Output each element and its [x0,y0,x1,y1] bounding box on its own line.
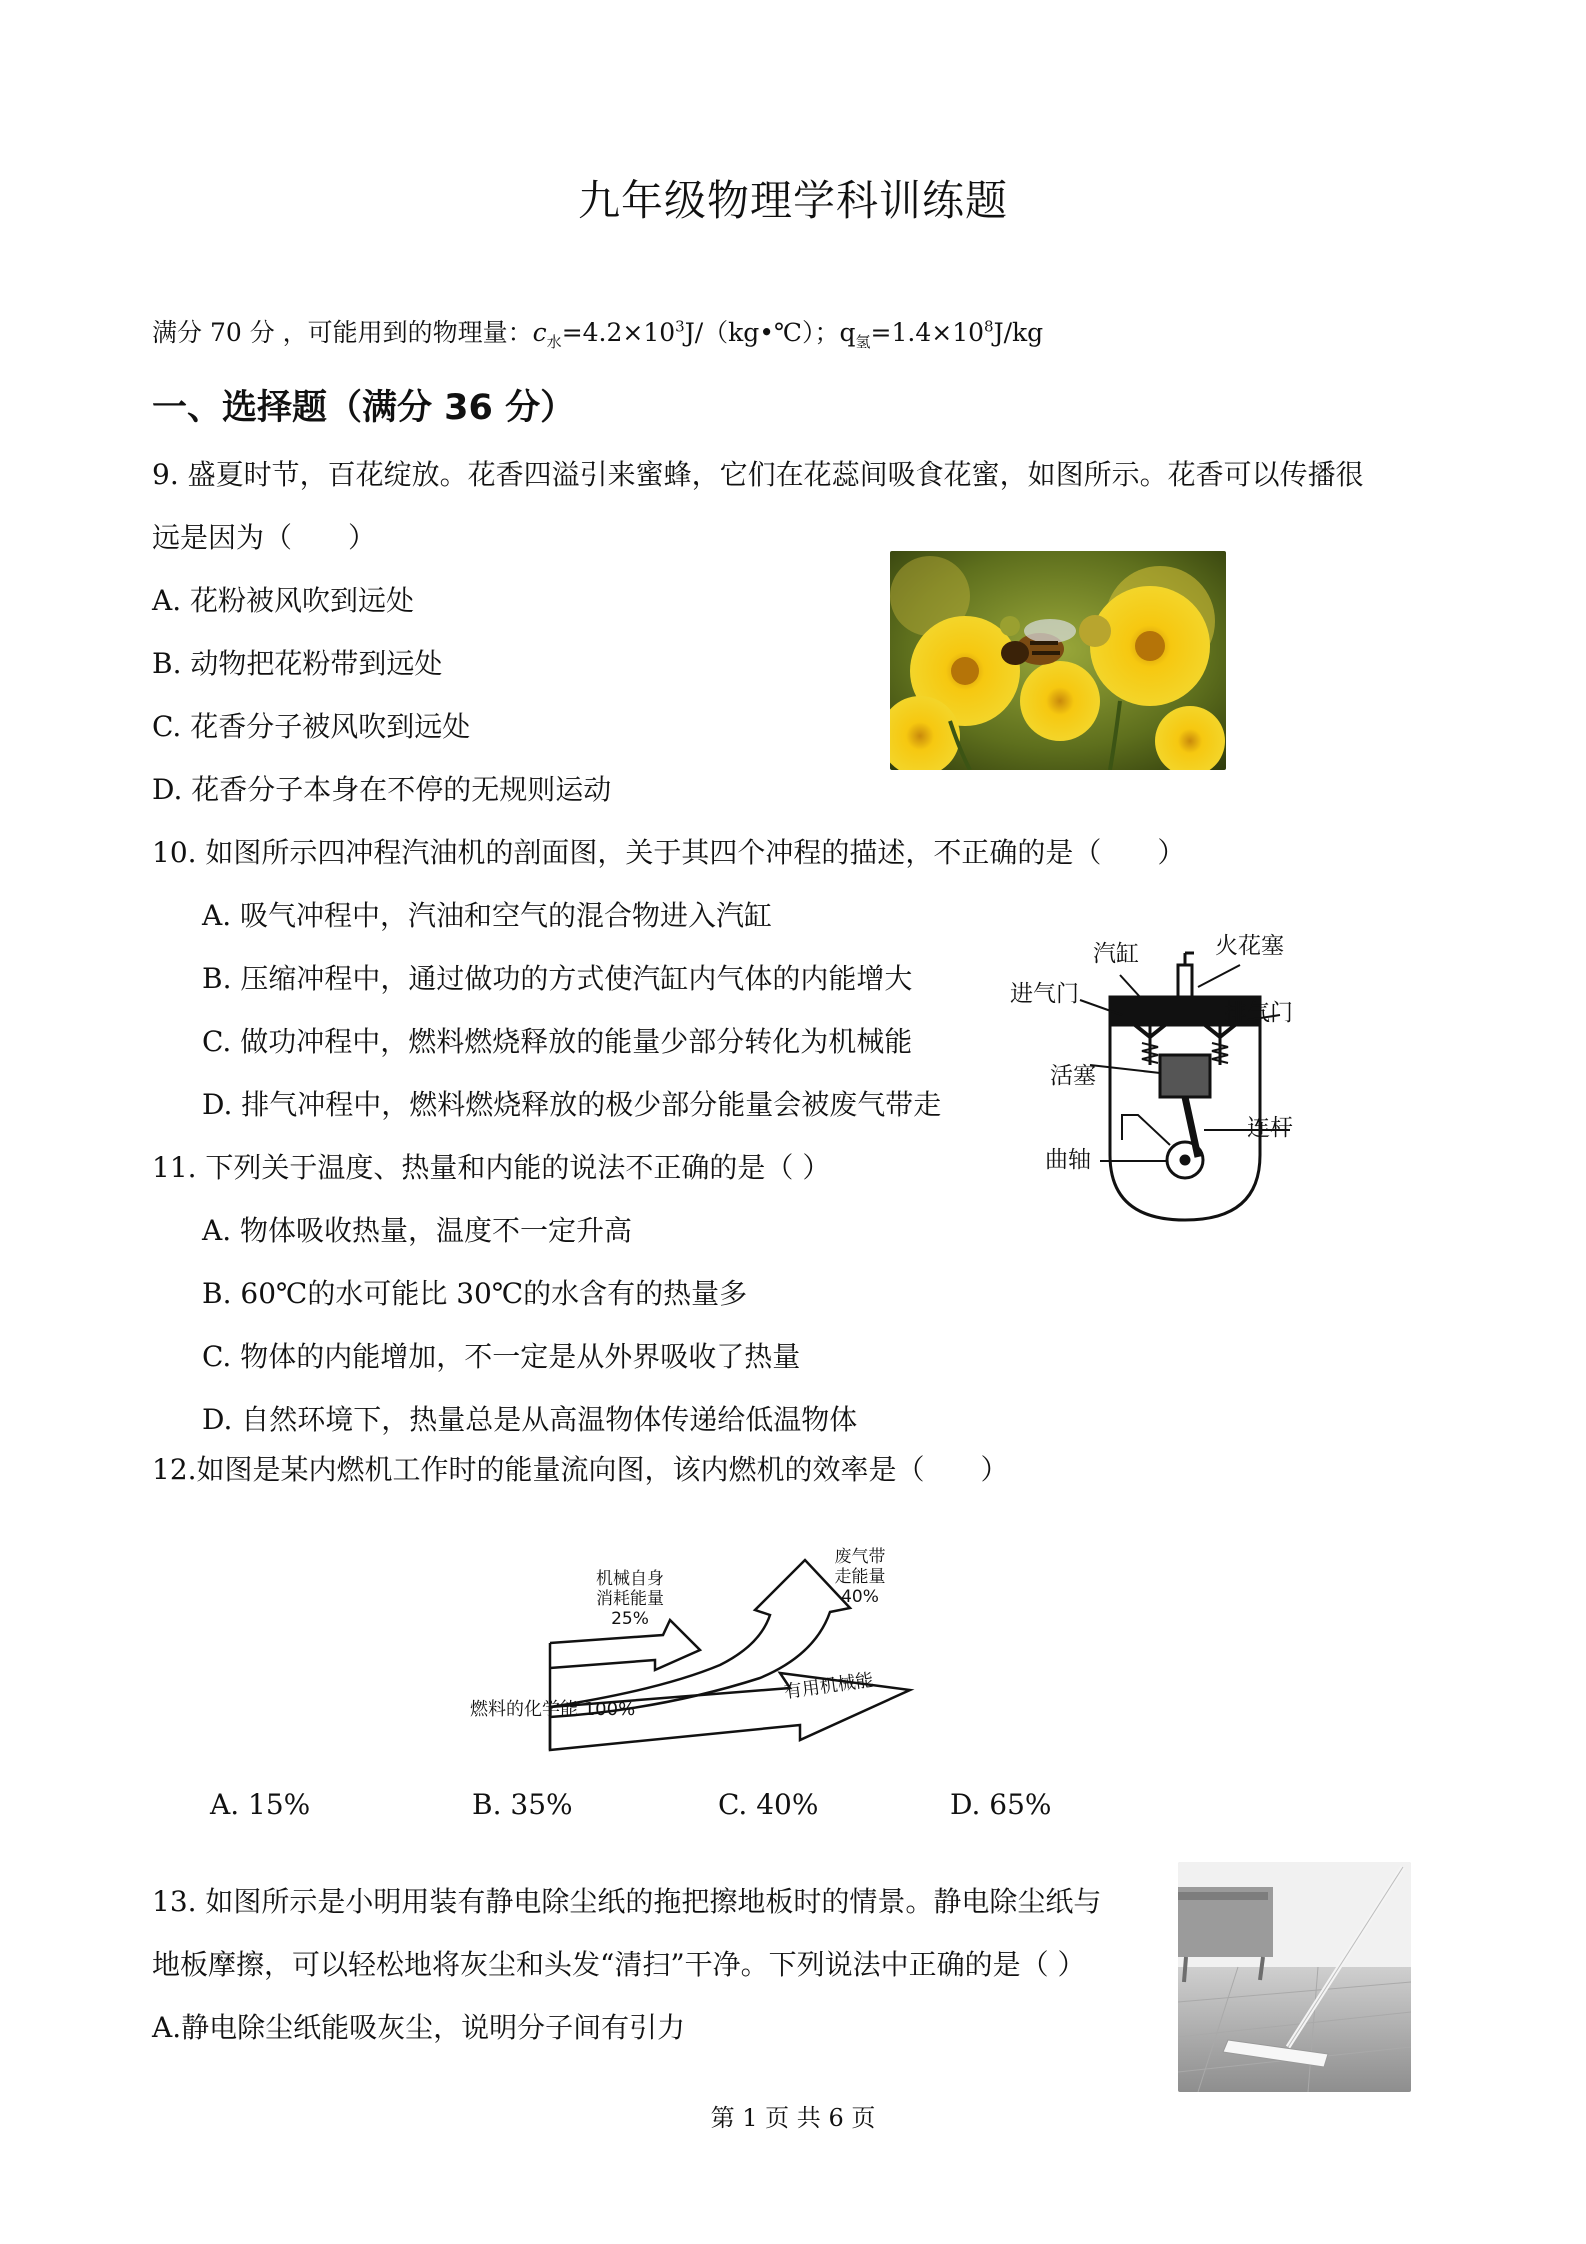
q13-stem-line-2: 地板摩擦，可以轻松地将灰尘和头发“清扫”干净。下列说法中正确的是（ ） [152,1948,1086,1981]
q13-stem-line-1: 13. 如图所示是小明用装有静电除尘纸的拖把擦地板时的情景。静电除尘纸与 [152,1885,1102,1918]
q9-option-a: A. 花粉被风吹到远处 [152,584,415,617]
engine-label-cylinder: 汽缸 [1093,941,1139,967]
flow-mech-loss-line-3: 25% [611,1609,649,1629]
q12-option-c: C. 40% [718,1788,819,1821]
engine-label-exhaust: 排气门 [1224,1000,1293,1026]
q10-option-d: D. 排气冲程中，燃料燃烧释放的极少部分能量会被废气带走 [202,1088,942,1121]
flow-mech-loss-line-1: 机械自身 [596,1569,664,1589]
engine-cross-section-diagram [1010,925,1300,1225]
q10-option-b: B. 压缩冲程中，通过做功的方式使汽缸内气体的内能增大 [202,962,913,995]
q11-option-b: B. 60℃的水可能比 30℃的水含有的热量多 [202,1277,748,1310]
c-exponent: 3 [675,317,685,336]
energy-flow-diagram [460,1540,930,1760]
page-number: 第 1 页 共 6 页 [710,2104,876,2132]
flow-mech-loss-line-2: 消耗能量 [596,1589,664,1609]
q12-option-d: D. 65% [950,1788,1052,1821]
q-symbol: q [839,318,856,347]
c-unit: J/（kg•℃）； [684,318,840,347]
engine-label-piston: 活塞 [1050,1063,1096,1089]
q12-stem: 12.如图是某内燃机工作时的能量流向图，该内燃机的效率是（ ） [152,1453,1009,1486]
q-unit: J/kg [993,318,1044,347]
mop-photo [1178,1862,1411,2092]
engine-label-rod: 连杆 [1247,1115,1293,1141]
flow-exhaust-line-3: 40% [841,1587,879,1607]
bee-flower-photo [890,551,1226,770]
q9-option-d: D. 花香分子本身在不停的无规则运动 [152,773,612,806]
q10-stem: 10. 如图所示四冲程汽油机的剖面图，关于其四个冲程的描述，不正确的是（ ） [152,836,1186,869]
section-heading: 一、选择题（满分 36 分） [152,388,576,428]
q-exponent: 8 [984,317,994,336]
page-title: 九年级物理学科训练题 [577,176,1008,225]
flow-exhaust-line-1: 废气带 [834,1547,886,1567]
flow-input-label: 燃料的化学能 100% [470,1699,636,1720]
q-value: =1.4×10 [870,318,985,347]
q9-option-c: C. 花香分子被风吹到远处 [152,710,471,743]
q-subscript: 氢 [855,333,871,351]
constants-prefix: 满分 70 分 ，可能用到的物理量： [152,318,533,347]
c-symbol: c [532,318,547,347]
q9-stem-line-1: 9. 盛夏时节，百花绽放。花香四溢引来蜜蜂，它们在花蕊间吸食花蜜，如图所示。花香可以传播很 [152,458,1364,491]
q12-option-a: A. 15% [210,1788,311,1821]
flow-exhaust-line-2: 走能量 [834,1567,886,1587]
engine-label-crank: 曲轴 [1045,1147,1091,1173]
constants-line [152,313,1043,349]
q9-option-b: B. 动物把花粉带到远处 [152,647,443,680]
q10-option-c: C. 做功冲程中，燃料燃烧释放的能量少部分转化为机械能 [202,1025,913,1058]
c-subscript: 水 [546,333,562,351]
q11-option-d: D. 自然环境下，热量总是从高温物体传递给低温物体 [202,1403,858,1436]
q13-option-a: A.静电除尘纸能吸灰尘，说明分子间有引力 [152,2011,686,2044]
engine-label-intake: 进气门 [1010,981,1079,1007]
q11-stem: 11. 下列关于温度、热量和内能的说法不正确的是（ ） [152,1151,831,1184]
flow-useful-label: 有用机械能 [782,1669,875,1703]
q9-stem-line-2: 远是因为（ ） [152,521,377,554]
engine-label-spark-plug: 火花塞 [1215,933,1284,959]
c-value: =4.2×10 [561,318,676,347]
q11-option-a: A. 物体吸收热量，温度不一定升高 [202,1214,633,1247]
q10-option-a: A. 吸气冲程中，汽油和空气的混合物进入汽缸 [202,899,773,932]
q11-option-c: C. 物体的内能增加，不一定是从外界吸收了热量 [202,1340,801,1373]
q12-option-b: B. 35% [472,1788,573,1821]
